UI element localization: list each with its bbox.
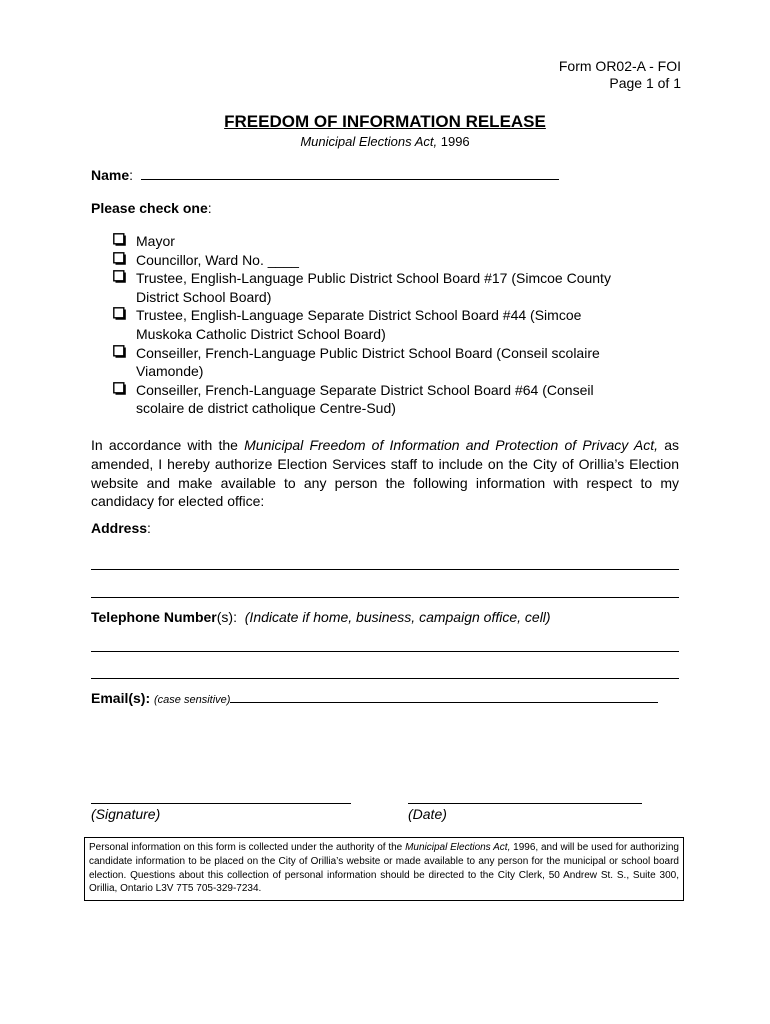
subtitle-act: Municipal Elections Act, (300, 134, 438, 149)
date-label: (Date) (408, 806, 447, 822)
subtitle-year: 1996 (437, 134, 470, 149)
checkbox-icon[interactable] (113, 252, 126, 265)
authorization-paragraph: In accordance with the Municipal Freedom of Information and Protection of Privacy Act, as amended, I hereby authorize Election Services staff to include on the City of Orillia’s Election website and make available to any person the following information with respect to my candidacy for elected office: (91, 437, 679, 510)
telephone-line-1[interactable] (91, 651, 679, 652)
telephone-hint: (Indicate if home, business, campaign office, cell) (244, 609, 551, 625)
office-option-label: Muskoka Catholic District School Board) (136, 325, 386, 342)
email-field (91, 690, 658, 706)
address-line-1[interactable] (91, 569, 679, 570)
privacy-act-name: Municipal Freedom of Information and Protection of Privacy Act, (244, 437, 659, 453)
subtitle (0, 134, 770, 149)
date-line[interactable] (408, 803, 642, 804)
telephone-line-2[interactable] (91, 678, 679, 679)
form-header (559, 58, 681, 92)
name-input-line[interactable] (141, 166, 559, 180)
telephone-field: Telephone Number(s): (Indicate if home, business, campaign office, cell) (91, 609, 551, 625)
checkbox-icon[interactable] (113, 382, 126, 395)
email-label: Email(s): (91, 690, 151, 706)
address-label: Address (91, 520, 148, 536)
office-option[interactable] (111, 381, 691, 418)
name-field: Name: (91, 166, 559, 183)
address-field: Address: (91, 520, 151, 536)
office-option-label: Trustee, English-Language Separate District School Board #44 (Simcoe (136, 307, 582, 324)
office-option-label: District School Board) (136, 288, 272, 305)
signature-label: (Signature) (91, 806, 161, 822)
office-option-label: Councillor, Ward No. ____ (136, 251, 299, 268)
page-title: FREEDOM OF INFORMATION RELEASE (224, 112, 546, 131)
office-option-label: scolaire de district catholique Centre-Sud) (136, 400, 396, 417)
privacy-notice: Personal information on this form is collected under the authority of the Municipal Elections Act, 1996, and will be used for authorizing candidate information to be placed on the City of Orillia’s website or made available to any person for the municipal or school board election. Questions about this collection of personal information should be directed to the City Clerk, 50 Andrew St. S., Suite 300, Orillia, Ontario L3V 7T5 705-329-7234. (84, 837, 684, 901)
address-line-2[interactable] (91, 597, 679, 598)
page-number: Page 1 of 1 (609, 75, 681, 91)
email-hint: (case sensitive) (154, 694, 231, 706)
telephone-label: Telephone Number (91, 609, 217, 625)
signature-line[interactable] (91, 803, 351, 804)
checkbox-icon[interactable] (113, 233, 126, 246)
office-option[interactable] (111, 344, 691, 381)
elections-act-name: Municipal Elections Act, (405, 842, 511, 853)
office-option-label: Mayor (136, 233, 175, 249)
checkbox-icon[interactable] (113, 345, 126, 358)
office-option-label: Trustee, English-Language Public District School Board #17 (Simcoe County (136, 270, 611, 287)
checkbox-icon[interactable] (113, 307, 126, 320)
check-one-label: Please check one (91, 200, 208, 216)
office-option[interactable] (111, 306, 691, 343)
office-option-label: Conseiller, French-Language Public District School Board (Conseil scolaire (136, 344, 600, 361)
office-options (111, 232, 691, 418)
checkbox-icon[interactable] (113, 270, 126, 283)
office-option[interactable] (111, 232, 691, 251)
office-option[interactable] (111, 251, 691, 270)
form-number: Form OR02-A - FOI (558, 58, 681, 74)
name-label: Name (91, 167, 130, 183)
email-input-line[interactable] (230, 692, 658, 703)
office-option-label: Conseiller, French-Language Separate District School Board #64 (Conseil (136, 381, 594, 398)
office-option[interactable] (111, 269, 691, 306)
office-option-label: Viamonde) (136, 363, 204, 380)
check-one-heading: Please check one: (91, 200, 212, 216)
